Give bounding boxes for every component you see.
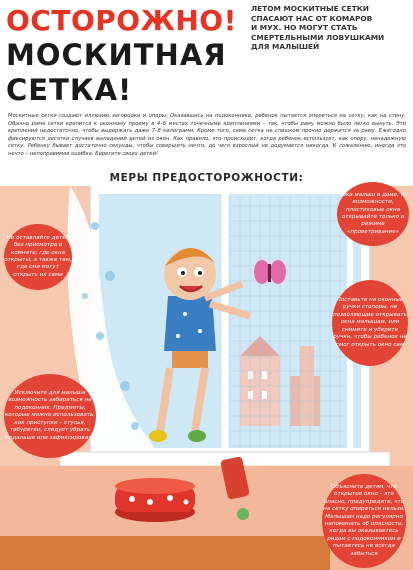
intro-paragraph: Москитные сетки создают иллюзию загородки и опоры. Оказавшись на подоконнике, ребенок пытается опереться на сетку, как на стену. Обычно рама сетки крепится к оконному проему в 4–6 местах точечными креплениями – так, чтобы раму можно было легко вынуть. Эти креплений недостаточно, чтобы выдержать даже 7–8 килограмм. Кроме того, сама сетка не слишком прочно держится за раму. Ежегодно фиксируются десятки случаев выпадений детей из окон. Как правило, это происходит, когда ребенок использует, как опору, ненадежную сетку. Ребенку бывает достаточно секунды, чтобы совершить нечто, до чего взрослый не додумается никогда. К сожалению, иногда это нечто – непоправимая ошибка. Берегите своих детей! — [8, 113, 406, 157]
subtitle-line: ДЛЯ МАЛЫШЕЙ — [251, 42, 320, 52]
subtitle-line: ЛЕТОМ МОСКИТНЫЕ СЕТКИ — [251, 4, 369, 13]
tip-text: Исключите для малыша возможность забираться на подоконник. Предметы, которые можно использовать, как приступки – стулья, табуретки, следует убрать подальше или зафиксировать — [4, 390, 96, 441]
title-line-1: ОСТОРОЖНО! — [6, 4, 237, 37]
subtitle — [251, 4, 411, 52]
subtitle-line: СМЕРТЕЛЬНЫМИ ЛОВУШКАМИ — [251, 32, 385, 42]
tip-text: Пока малыш в доме, по возможности, пластиковые окна открывайте только в режиме «проветривание» — [338, 191, 408, 235]
subtitle-line: СПАСАЮТ НАС ОТ КОМАРОВ — [251, 13, 373, 23]
subtitle-line: И МУХ. НО МОГУТ СТАТЬ — [251, 23, 358, 33]
illustration — [0, 186, 413, 570]
title-line-2: МОСКИТНАЯ — [6, 38, 227, 72]
tip-text: Не оставляйте детей без присмотра в комнате, где окна открыты, а также там, где они могут открыть их сами — [4, 234, 72, 278]
tip-bubble-4 — [4, 374, 96, 458]
tip-bubble-3 — [332, 280, 408, 366]
section-title: МЕРЫ ПРЕДОСТОРОЖНОСТИ: — [109, 172, 304, 184]
table — [0, 536, 330, 570]
tip-bubble-2 — [337, 182, 409, 246]
red-pot — [115, 478, 195, 522]
title-line-3: СЕТКА! — [6, 73, 133, 107]
tip-text: Поставьте на оконные ручки стопоры, не позволяющие открывать окна малышам, или снимите и уберите ручки, чтобы ребенок не смог открыть окно сам — [333, 297, 407, 348]
tip-bubble-1 — [4, 224, 72, 290]
tip-bubble-5 — [322, 474, 406, 568]
tip-text: Объясните детям, что открытое окно – это опасно, предупредите, что на сетку опираться нельзя. Малышам надо регулярно напоминать об опасности, когда вы оказываетесь рядом с подоконником и пытаетесь не всегда забыться — [323, 483, 405, 557]
